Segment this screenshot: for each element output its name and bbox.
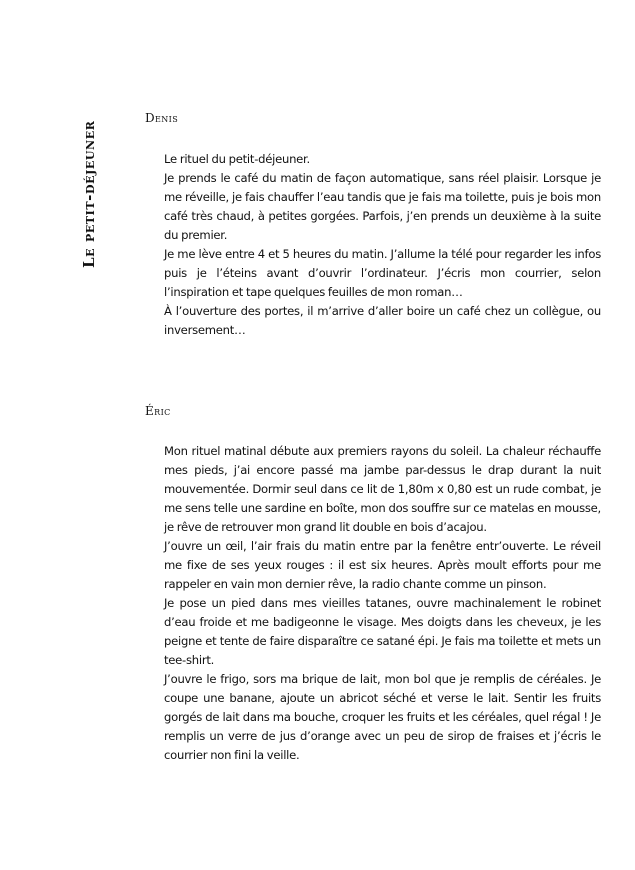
paragraph: Je me lève entre 4 et 5 heures du matin. J’allume la télé pour regarder les infos puis je l’éteins avant d’ouvrir l’ordinateur. J’écris mon courrier, selon l’inspiration et tape quelques feuilles de mon roman… <box>164 247 601 299</box>
paragraph: Je prends le café du matin de façon automatique, sans réel plaisir. Lorsque je me réveille, je fais chauffer l’eau tandis que je fais ma toilette, puis je bois mon café très chaud, à petites gorgées. Parfois, j’en prends un deuxième à la suite du premier. <box>164 171 601 242</box>
paragraph: À l’ouverture des portes, il m’arrive d’aller boire un café chez un collègue, ou inversement… <box>164 304 601 337</box>
author-name-denis: Denis <box>145 111 179 125</box>
author-name-eric: Éric <box>145 404 171 418</box>
paragraph: J’ouvre un œil, l’air frais du matin entre par la fenêtre entr’ouverte. Le réveil me fixe de ses yeux rouges : il est six heures. Après moult efforts pour me rappeler en vain mon dernier rêve, la radio chante comme un pinson. <box>164 539 601 591</box>
chapter-title: Le petit-déjeuner <box>80 120 98 268</box>
paragraph: Le rituel du petit-déjeuner. <box>164 152 310 166</box>
section-text-denis <box>164 150 601 340</box>
paragraph: Mon rituel matinal débute aux premiers rayons du soleil. La chaleur réchauffe mes pieds, j’ai encore passé ma jambe par-dessus le drap durant la nuit mouvementée. Dormir seul dans ce lit de 1,80m x 0,80 est un rude combat, je me sens telle une sardine en boîte, mon dos souffre sur ce matelas en mousse, je rêve de retrouver mon grand lit double en bois d’acajou. <box>164 444 601 534</box>
paragraph: Je pose un pied dans mes vieilles tatanes, ouvre machinalement le robinet d’eau froide et me badigeonne le visage. Mes doigts dans les cheveux, je les peigne et tente de faire disparaître ce satané épi. Je fais ma toilette et mets un tee-shirt. <box>164 596 601 667</box>
paragraph: J’ouvre le frigo, sors ma brique de lait, mon bol que je remplis de céréales. Je coupe une banane, ajoute un abricot séché et verse le lait. Sentir les fruits gorgés de lait dans ma bouche, croquer les fruits et les céréales, quel régal ! Je remplis un verre de jus d’orange avec un peu de sirop de fraises et j’écris le courrier non fini la veille. <box>164 672 601 762</box>
section-text-eric <box>164 442 601 765</box>
